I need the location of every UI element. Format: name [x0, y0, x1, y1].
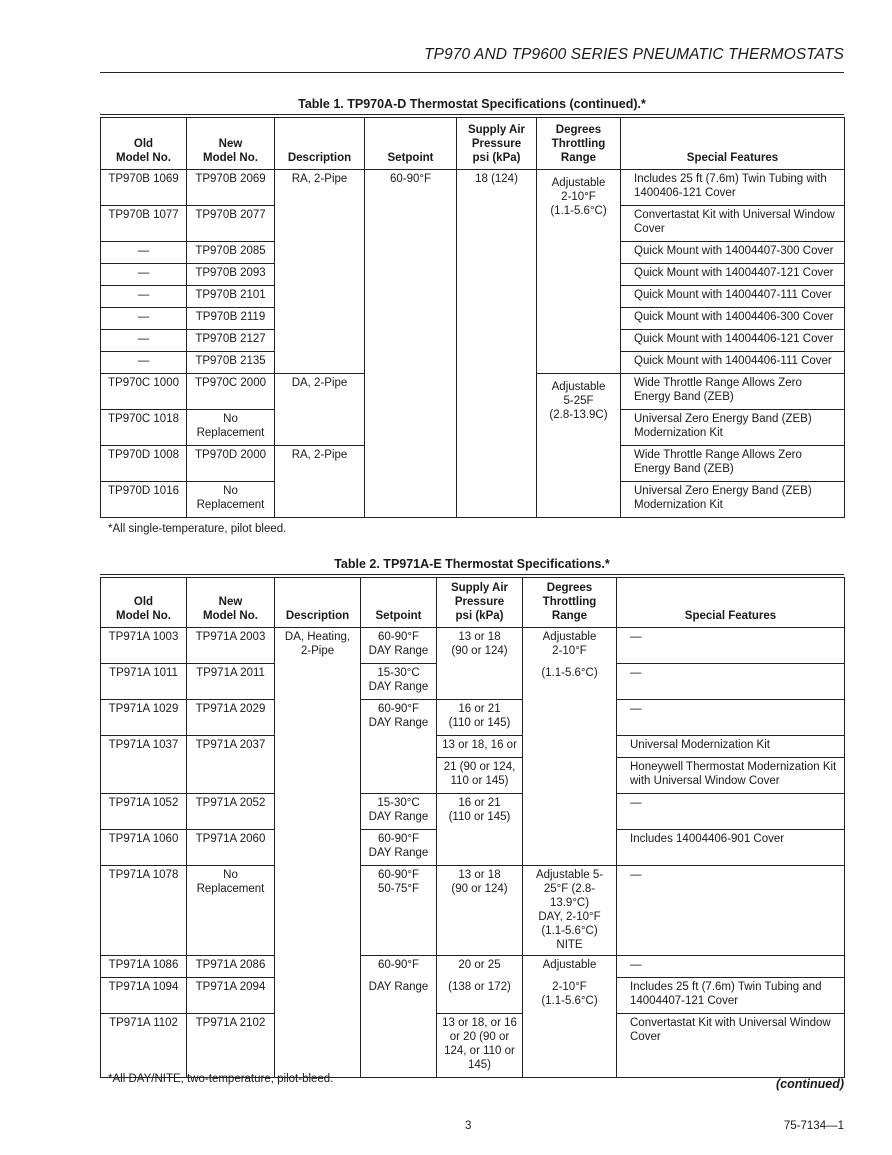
new-model: TP970D 2000 [187, 446, 275, 482]
table2-caption: Table 2. TP971A-E Thermostat Specifications.* [334, 557, 610, 571]
old-model: — [101, 330, 187, 352]
old-model: TP970C 1000 [101, 374, 187, 410]
new-model: TP970B 2119 [187, 308, 275, 330]
new-model: TP970B 2077 [187, 206, 275, 242]
old-model: TP971A 1011 [101, 664, 187, 700]
old-model: TP970B 1077 [101, 206, 187, 242]
table2 [100, 577, 845, 1078]
setpoint: 60-90°F [365, 170, 457, 518]
old-model: TP971A 1086 [101, 956, 187, 978]
special-features: Convertastat Kit with Universal Window Cover [621, 206, 845, 242]
table-row [101, 1014, 845, 1078]
t2-header-old: Old Model No. [101, 578, 187, 628]
special-features: Quick Mount with 14004406-300 Cover [621, 308, 845, 330]
special-features: Includes 25 ft (7.6m) Twin Tubing and 14004407-121 Cover [617, 978, 845, 1014]
description-ra-2: RA, 2-Pipe [275, 446, 365, 518]
supply-pressure: 21 (90 or 124, 110 or 145) [437, 758, 523, 794]
new-model: TP970B 2093 [187, 264, 275, 286]
old-model: — [101, 352, 187, 374]
table-row [101, 700, 845, 736]
t2-header-degrees: Degrees Throttling Range [523, 578, 617, 628]
table1-caption-rule [100, 114, 844, 115]
special-features: Includes 14004406-901 Cover [617, 830, 845, 866]
special-features: Universal Modernization Kit [617, 736, 845, 758]
old-model: TP971A 1060 [101, 830, 187, 866]
throttling-range-2: Adjustable 5-25F (2.8-13.9C) [537, 374, 621, 518]
table-row [101, 866, 845, 956]
t1-header-special: Special Features [621, 118, 845, 170]
old-model: — [101, 264, 187, 286]
continued-label: (continued) [775, 1077, 844, 1091]
throttling-range: Adjustable [523, 956, 617, 978]
t1-header-new: New Model No. [187, 118, 275, 170]
t1-header-supply: Supply Air Pressure psi (kPa) [457, 118, 537, 170]
t2-header-new: New Model No. [187, 578, 275, 628]
table-row [101, 956, 845, 978]
t2-header-supply: Supply Air Pressure psi (kPa) [437, 578, 523, 628]
old-model: TP970D 1008 [101, 446, 187, 482]
new-model: TP970B 2127 [187, 330, 275, 352]
document-number: 75-7134—1 [783, 1120, 844, 1132]
special-features: Includes 25 ft (7.6m) Twin Tubing with 1400406-121 Cover [621, 170, 845, 206]
new-model: TP971A 2102 [187, 1014, 275, 1078]
old-model: TP970C 1018 [101, 410, 187, 446]
supply-pressure: 13 or 18, or 16 or 20 (90 or 124, or 110 or 145) [437, 1014, 523, 1078]
special-features: Honeywell Thermostat Modernization Kit with Universal Window Cover [617, 758, 845, 794]
table1-caption: Table 1. TP970A-D Thermostat Specifications (continued).* [298, 97, 646, 111]
setpoint: 15-30°C DAY Range [361, 794, 437, 830]
old-model: — [101, 242, 187, 264]
throttling-range: (1.1-5.6°C) [523, 664, 617, 830]
new-model: TP970B 2135 [187, 352, 275, 374]
throttling-range [523, 830, 617, 866]
special-features: — [617, 794, 845, 830]
table-row [101, 794, 845, 830]
supply-pressure: 16 or 21 (110 or 145) [437, 700, 523, 736]
old-model: TP971A 1094 [101, 978, 187, 1014]
new-model: TP971A 2060 [187, 830, 275, 866]
throttling-range: 2-10°F (1.1-5.6°C) [523, 978, 617, 1078]
supply-pressure: 13 or 18, 16 or [437, 736, 523, 758]
supply-pressure: 13 or 18 (90 or 124) [437, 628, 523, 700]
special-features: — [617, 664, 845, 700]
setpoint: 15-30°C DAY Range [361, 664, 437, 700]
t2-header-special: Special Features [617, 578, 845, 628]
new-model: TP971A 2029 [187, 700, 275, 736]
new-model: TP971A 2052 [187, 794, 275, 830]
table2-note: *All DAY/NITE, two-temperature, pilot-bleed. [108, 1073, 334, 1085]
table-row [101, 170, 845, 206]
setpoint: 60-90°F 50-75°F [361, 866, 437, 956]
old-model: — [101, 286, 187, 308]
t1-header-setpoint: Setpoint [365, 118, 457, 170]
old-model: TP971A 1003 [101, 628, 187, 664]
setpoint: 60-90°F DAY Range [361, 830, 437, 866]
new-model: TP970B 2085 [187, 242, 275, 264]
t1-header-degrees: Degrees Throttling Range [537, 118, 621, 170]
new-model: No Replacement [187, 866, 275, 956]
new-model: TP970C 2000 [187, 374, 275, 410]
setpoint: 60-90°F [361, 956, 437, 978]
special-features: Universal Zero Energy Band (ZEB) Modernization Kit [621, 410, 845, 446]
header-rule [100, 72, 844, 73]
old-model: TP971A 1102 [101, 1014, 187, 1078]
special-features: — [617, 956, 845, 978]
new-model: TP970B 2101 [187, 286, 275, 308]
special-features: Quick Mount with 14004407-121 Cover [621, 264, 845, 286]
throttling-range: Adjustable 2-10°F [523, 628, 617, 664]
special-features: — [617, 700, 845, 736]
special-features: Wide Throttle Range Allows Zero Energy Band (ZEB) [621, 446, 845, 482]
description-da: DA, 2-Pipe [275, 374, 365, 446]
t1-header-description: Description [275, 118, 365, 170]
old-model: TP970B 1069 [101, 170, 187, 206]
new-model: No Replacement [187, 410, 275, 446]
old-model: TP971A 1052 [101, 794, 187, 830]
table-row [101, 978, 845, 1014]
supply-pressure: 13 or 18 (90 or 124) [437, 866, 523, 956]
new-model: TP971A 2037 [187, 736, 275, 794]
page-number: 3 [465, 1120, 472, 1132]
throttling-range: Adjustable 5- 25°F (2.8- 13.9°C) DAY, 2-10°F (1.1-5.6°C) NITE [523, 866, 617, 956]
description-ra: RA, 2-Pipe [275, 170, 365, 374]
supply-pressure: (138 or 172) [437, 978, 523, 1014]
t2-header-description: Description [275, 578, 361, 628]
table-row [101, 628, 845, 664]
new-model: TP970B 2069 [187, 170, 275, 206]
new-model: TP971A 2003 [187, 628, 275, 664]
old-model: TP971A 1078 [101, 866, 187, 956]
setpoint: 60-90°F DAY Range [361, 628, 437, 664]
special-features: Quick Mount with 14004407-111 Cover [621, 286, 845, 308]
special-features: Quick Mount with 14004406-111 Cover [621, 352, 845, 374]
description: DA, Heating, 2-Pipe [275, 628, 361, 1078]
table-row [101, 736, 845, 758]
supply-pressure: 18 (124) [457, 170, 537, 518]
setpoint: 60-90°F DAY Range [361, 700, 437, 794]
special-features: Universal Zero Energy Band (ZEB) Modernization Kit [621, 482, 845, 518]
special-features: — [617, 628, 845, 664]
table1-note: *All single-temperature, pilot bleed. [108, 523, 287, 535]
supply-pressure: 16 or 21 (110 or 145) [437, 794, 523, 866]
new-model: No Replacement [187, 482, 275, 518]
table2-caption-rule [100, 574, 844, 575]
old-model: — [101, 308, 187, 330]
throttling-range-1: Adjustable 2-10°F (1.1-5.6°C) [537, 170, 621, 374]
special-features: — [617, 866, 845, 956]
t2-header-setpoint: Setpoint [361, 578, 437, 628]
new-model: TP971A 2011 [187, 664, 275, 700]
setpoint: DAY Range [361, 978, 437, 1078]
old-model: TP970D 1016 [101, 482, 187, 518]
special-features: Wide Throttle Range Allows Zero Energy Band (ZEB) [621, 374, 845, 410]
special-features: Convertastat Kit with Universal Window Cover [617, 1014, 845, 1078]
old-model: TP971A 1037 [101, 736, 187, 794]
special-features: Quick Mount with 14004407-300 Cover [621, 242, 845, 264]
new-model: TP971A 2086 [187, 956, 275, 978]
t1-header-old: Old Model No. [101, 118, 187, 170]
header-title: TP970 AND TP9600 SERIES PNEUMATIC THERMOSTATS [424, 46, 844, 63]
new-model: TP971A 2094 [187, 978, 275, 1014]
old-model: TP971A 1029 [101, 700, 187, 736]
supply-pressure: 20 or 25 [437, 956, 523, 978]
table1 [100, 117, 845, 518]
special-features: Quick Mount with 14004406-121 Cover [621, 330, 845, 352]
